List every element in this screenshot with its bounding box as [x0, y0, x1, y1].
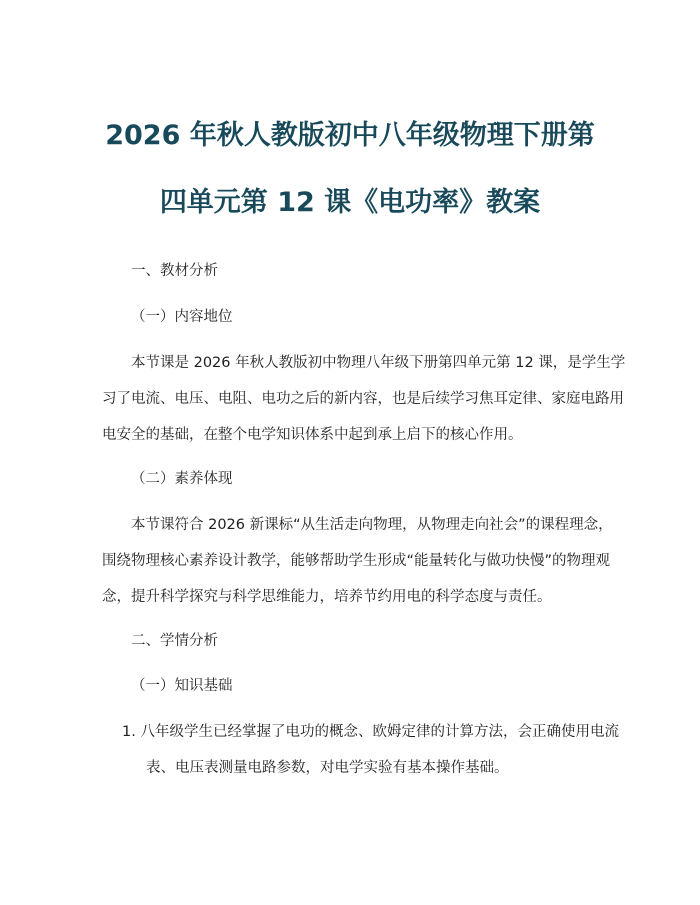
paragraph-content-position-line-3: 电安全的基础，在整个电学知识体系中起到承上启下的核心作用。: [102, 427, 523, 443]
list-item-1-line-1: 1. 八年级学生已经掌握了电功的概念、欧姆定律的计算方法，会正确使用电流: [122, 724, 619, 740]
section-heading-student-analysis: 二、学情分析: [131, 633, 218, 649]
paragraph-literacy-line-1: 本节课符合 2026 新课标“从生活走向物理，从物理走向社会”的课程理念，: [131, 517, 613, 533]
list-item-1-line-2: 表、电压表测量电路参数，对电学实验有基本操作基础。: [146, 760, 509, 776]
paragraph-literacy-line-3: 念，提升科学探究与科学思维能力，培养节约用电的科学态度与责任。: [102, 589, 552, 605]
document-title-line-2: 四单元第 12 课《电功率》教案: [159, 187, 541, 218]
document-title-line-1: 2026 年秋人教版初中八年级物理下册第: [105, 120, 595, 151]
subheading-literacy: （二）素养体现: [131, 471, 233, 487]
subheading-content-position: （一）内容地位: [131, 309, 233, 325]
subheading-knowledge-base: （一）知识基础: [131, 678, 233, 694]
section-heading-textbook-analysis: 一、教材分析: [131, 263, 218, 279]
paragraph-content-position-line-1: 本节课是 2026 年秋人教版初中物理八年级下册第四单元第 12 课，是学生学: [131, 355, 626, 371]
paragraph-content-position-line-2: 习了电流、电压、电阻、电功之后的新内容，也是后续学习焦耳定律、家庭电路用: [102, 391, 624, 407]
paragraph-literacy-line-2: 围绕物理核心素养设计教学，能够帮助学生形成“能量转化与做功快慢”的物理观: [102, 553, 611, 569]
